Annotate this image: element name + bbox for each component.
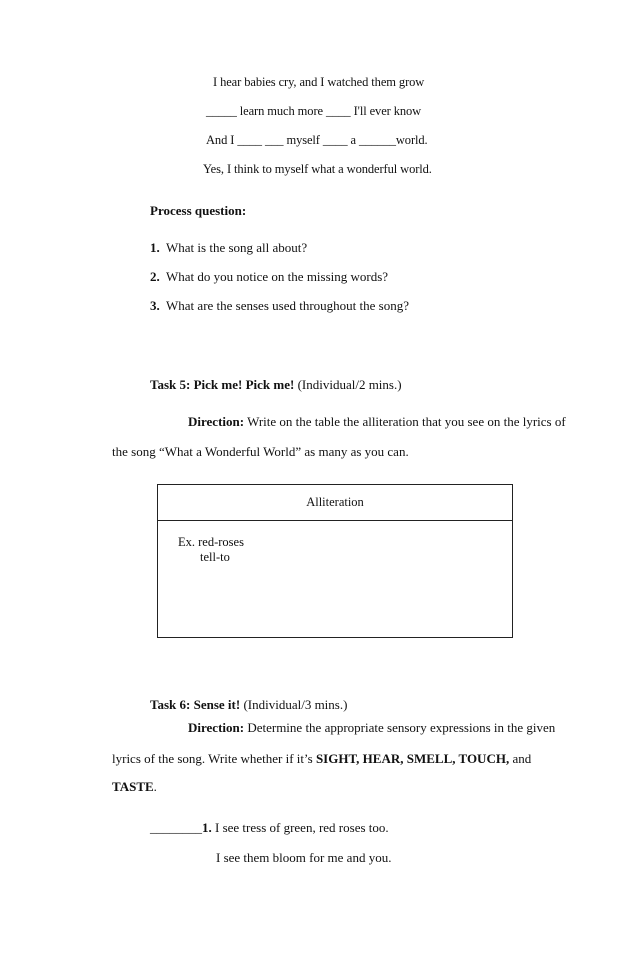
task5-direction	[188, 414, 566, 430]
task5-direction-text: Write on the table the alliteration that you see on the lyrics of	[247, 414, 566, 429]
task6-meta: (Individual/3 mins.)	[243, 697, 348, 712]
process-item-number: 2.	[150, 269, 160, 284]
example-prefix: Ex.	[178, 535, 196, 549]
answer-blank: ________	[150, 820, 202, 835]
item-text: I see tress of green, red roses too.	[215, 820, 389, 835]
process-item-text: What do you notice on the missing words?	[166, 269, 389, 284]
task5-heading	[150, 377, 402, 393]
process-item-number: 1.	[150, 240, 160, 255]
task6-item-1	[150, 820, 389, 836]
task5-direction-continued: the song “What a Wonderful World” as many as you can.	[112, 444, 409, 459]
example-item: tell-to	[200, 550, 230, 564]
task6-direction-line2	[112, 751, 531, 767]
alliteration-table	[157, 484, 513, 638]
lyric-line-3: And I ____ ___ myself ____ a ______world.	[206, 133, 428, 147]
task6-direction-label: Direction:	[188, 720, 245, 735]
task5-title: Task 5: Pick me! Pick me!	[150, 377, 295, 392]
task6-item-1-continued: I see them bloom for me and you.	[216, 850, 392, 865]
lyric-line-4: Yes, I think to myself what a wonderful world.	[203, 162, 432, 176]
process-item-1	[150, 240, 307, 256]
item-number: 1.	[202, 820, 212, 835]
process-item-3	[150, 298, 409, 314]
task6-taste: TASTE	[112, 779, 154, 794]
task5-direction-label: Direction:	[188, 414, 245, 429]
lyric-line-2: _____ learn much more ____ I'll ever know	[206, 104, 422, 118]
task6-line2-text: lyrics of the song. Write whether if it’s	[112, 751, 313, 766]
process-item-text: What are the senses used throughout the song?	[166, 298, 409, 313]
alliteration-table-header: Alliteration	[158, 485, 512, 521]
process-item-number: 3.	[150, 298, 160, 313]
task6-direction-text: Determine the appropriate sensory expressions in the given	[247, 720, 556, 735]
example-row-1	[178, 535, 244, 550]
process-heading: Process question:	[150, 203, 247, 218]
task6-title: Task 6: Sense it!	[150, 697, 241, 712]
process-item-2	[150, 269, 388, 285]
task6-senses: SIGHT, HEAR, SMELL, TOUCH,	[315, 751, 510, 766]
example-item: red-roses	[198, 535, 244, 549]
task6-direction-line3: TASTE.	[112, 779, 157, 794]
lyric-line-1: I hear babies cry, and I watched them grow	[213, 75, 425, 89]
task6-heading	[150, 697, 347, 713]
task6-line2-and: and	[512, 751, 532, 766]
task5-meta: (Individual/2 mins.)	[297, 377, 402, 392]
task6-direction	[188, 720, 555, 736]
process-item-text: What is the song all about?	[166, 240, 308, 255]
